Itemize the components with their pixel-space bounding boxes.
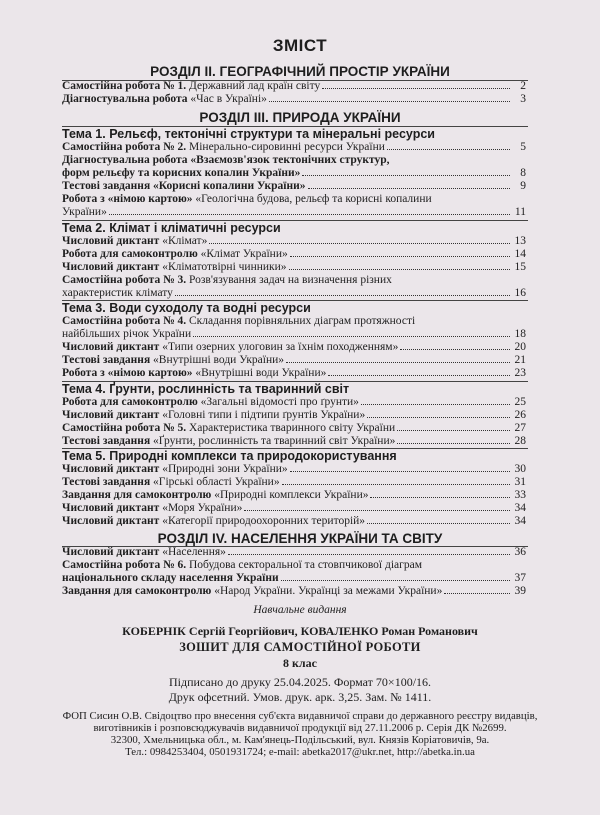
entry-label-cont: національного складу населення України xyxy=(62,572,279,584)
entry-page: 28 xyxy=(514,435,526,447)
toc-entry xyxy=(62,476,526,489)
entry-label: Самостійна робота № 5. xyxy=(62,422,187,434)
authors: КОБЕРНІК Сергій Георгійович, КОВАЛЕНКО Роман Романович xyxy=(122,624,478,638)
entry-text: «Природні комплекси України» xyxy=(214,489,369,501)
entry-page: 9 xyxy=(520,180,526,192)
print-info-1: Підписано до друку 25.04.2025. Формат 70×100/16. xyxy=(168,675,432,689)
entry-label: Тестові завдання xyxy=(62,435,151,447)
entry-text: «Населення» xyxy=(162,546,226,558)
toc-entry xyxy=(62,435,526,448)
section-2-heading: РОЗДІЛ ІІ. ГЕОГРАФІЧНИЙ ПРОСТІР УКРАЇНИ xyxy=(150,64,450,79)
entry-label: Числовий диктант xyxy=(62,546,160,558)
entry-page: 2 xyxy=(520,80,526,92)
entry-page: 3 xyxy=(520,93,526,105)
toc-entry xyxy=(62,585,526,598)
entry-label: Робота для самоконтролю xyxy=(62,396,198,408)
publisher-line-2: виготівників і розповсюджувачів видавничої продукції від 27.11.2006 р. Серія ДК №2699. xyxy=(93,722,507,734)
entry-text: «Клімат» xyxy=(162,235,208,247)
entry-text: Складання порівняльних діаграм протяжності xyxy=(189,315,416,327)
entry-page: 36 xyxy=(514,546,526,558)
entry-page: 25 xyxy=(514,396,526,408)
entry-text: «Гірські області України» xyxy=(153,476,280,488)
entry-page: 27 xyxy=(514,422,526,434)
entry-label: Діагностувальна робота xyxy=(62,93,188,105)
toc-entry xyxy=(62,341,526,354)
entry-label: Робота з «німою картою» xyxy=(62,367,193,379)
entry-text: «Час в Україні» xyxy=(190,93,267,105)
entry-page: 31 xyxy=(514,476,526,488)
toc-entry xyxy=(62,463,526,476)
entry-label: Самостійна робота № 6. xyxy=(62,559,187,571)
entry-page: 34 xyxy=(514,502,526,514)
entry-label-cont: форм рельєфу та корисних копалин України» xyxy=(62,167,301,179)
toc-entry xyxy=(62,559,526,585)
book-title: ЗОШИТ ДЛЯ САМОСТІЙНОЇ РОБОТИ xyxy=(179,640,421,654)
entry-text: «Клімат України» xyxy=(200,248,288,260)
entry-page: 21 xyxy=(514,354,526,366)
entry-text-cont: найбільших річок України xyxy=(62,328,192,340)
entry-text: «Загальні відомості про ґрунти» xyxy=(200,396,359,408)
toc-entry xyxy=(62,248,526,261)
topic-5-heading: Тема 5. Природні комплекси та природокористування xyxy=(62,449,397,463)
entry-label: Самостійна робота № 1. xyxy=(62,80,187,92)
entry-page: 14 xyxy=(514,248,526,260)
entry-label: Тестові завдання xyxy=(62,354,151,366)
entry-text-cont: України» xyxy=(62,206,107,218)
entry-label: Числовий диктант xyxy=(62,463,160,475)
toc-entry xyxy=(62,141,526,154)
toc-entry xyxy=(62,154,526,180)
entry-page: 5 xyxy=(520,141,526,153)
topic-3-heading: Тема 3. Води суходолу та водні ресурси xyxy=(62,301,311,315)
entry-text: «Геологічна будова, рельєф та корисні копалини xyxy=(195,193,432,205)
entry-page: 13 xyxy=(514,235,526,247)
entry-text: «Моря України» xyxy=(162,502,243,514)
entry-text: Побудова секторальної та стовпчикової діаграм xyxy=(189,559,422,571)
toc-entry xyxy=(62,354,526,367)
toc-entry xyxy=(62,235,526,248)
entry-text: «Типи озерних улоговин за їхнім походженням» xyxy=(162,341,399,353)
entry-label: Діагностувальна робота «Взаємозв'язок тектонічних структур, xyxy=(62,154,390,166)
entry-label: Числовий диктант xyxy=(62,515,160,527)
entry-page: 18 xyxy=(514,328,526,340)
toc-entry xyxy=(62,274,526,300)
entry-page: 8 xyxy=(520,167,526,179)
entry-label: Числовий диктант xyxy=(62,502,160,514)
contents-title: ЗМІСТ xyxy=(272,36,328,55)
entry-page: 30 xyxy=(514,463,526,475)
section-3-heading: РОЗДІЛ ІІІ. ПРИРОДА УКРАЇНИ xyxy=(199,110,401,125)
topic-1-heading: Тема 1. Рельєф, тектонічні структури та мінеральні ресурси xyxy=(62,127,435,141)
entry-text: «Категорії природоохоронних територій» xyxy=(162,515,366,527)
entry-text: «Внутрішні води України» xyxy=(195,367,327,379)
toc-entry xyxy=(62,93,526,106)
entry-page: 11 xyxy=(514,206,526,218)
entry-page: 20 xyxy=(514,341,526,353)
section-4-heading: РОЗДІЛ IV. НАСЕЛЕННЯ УКРАЇНИ ТА СВІТУ xyxy=(157,531,443,546)
toc-entry xyxy=(62,515,526,528)
entry-text: Державний лад країн світу xyxy=(189,80,321,92)
entry-label: Числовий диктант xyxy=(62,261,160,273)
entry-text: «Ґрунти, рослинність та тваринний світ України» xyxy=(153,435,396,447)
toc-entry xyxy=(62,502,526,515)
toc-entry xyxy=(62,422,526,435)
topic-4-heading: Тема 4. Ґрунти, рослинність та тваринний світ xyxy=(62,382,350,396)
entry-text: Мінерально-сировинні ресурси України xyxy=(189,141,385,153)
entry-text-cont: характеристик клімату xyxy=(62,287,173,299)
entry-text: «Внутрішні води України» xyxy=(153,354,285,366)
entry-page: 34 xyxy=(514,515,526,527)
entry-page: 37 xyxy=(514,572,526,584)
toc-entry xyxy=(62,396,526,409)
entry-page: 33 xyxy=(514,489,526,501)
toc-entry xyxy=(62,367,526,380)
entry-text: «Народ України. Українці за межами України» xyxy=(214,585,443,597)
entry-text: «Природні зони України» xyxy=(162,463,288,475)
publisher-line-1: ФОП Сисин О.В. Свідоцтво про внесення суб'єкта видавничої справи до державного реєстру видавців, xyxy=(62,710,538,722)
entry-label: Завдання для самоконтролю xyxy=(62,489,212,501)
toc-entry xyxy=(62,80,526,93)
entry-label: Завдання для самоконтролю xyxy=(62,585,212,597)
print-info-2: Друк офсетний. Умов. друк. арк. 3,25. Зам. № 1411. xyxy=(168,690,432,704)
entry-label: Числовий диктант xyxy=(62,409,160,421)
entry-page: 16 xyxy=(514,287,526,299)
entry-label: Числовий диктант xyxy=(62,341,160,353)
entry-page: 15 xyxy=(514,261,526,273)
toc-entry xyxy=(62,261,526,274)
entry-text: «Кліматотвірні чинники» xyxy=(162,261,287,273)
entry-page: 26 xyxy=(514,409,526,421)
toc-entry xyxy=(62,489,526,502)
entry-text: «Головні типи і підтипи ґрунтів України» xyxy=(162,409,366,421)
entry-label: Тестові завдання xyxy=(62,476,151,488)
toc-entry xyxy=(62,546,526,559)
entry-label: Числовий диктант xyxy=(62,235,160,247)
topic-2-heading: Тема 2. Клімат і кліматичні ресурси xyxy=(62,221,281,235)
entry-page: 39 xyxy=(514,585,526,597)
entry-label: Робота з «німою картою» xyxy=(62,193,193,205)
publisher-contacts: Тел.: 0984253404, 0501931724; e-mail: abetka2017@ukr.net, http://abetka.in.ua xyxy=(125,746,475,758)
entry-label: Самостійна робота № 2. xyxy=(62,141,187,153)
toc-entry xyxy=(62,180,526,193)
entry-text: Розв'язування задач на визначення різних xyxy=(189,274,392,286)
toc-entry xyxy=(62,315,526,341)
entry-label: Тестові завдання «Корисні копалини України» xyxy=(62,180,306,192)
entry-text: Характеристика тваринного світу України xyxy=(189,422,396,434)
toc-entry xyxy=(62,409,526,422)
entry-label: Самостійна робота № 3. xyxy=(62,274,187,286)
edition-type: Навчальне видання xyxy=(253,604,347,616)
publisher-address: 32300, Хмельницька обл., м. Кам'янець-Подільський, вул. Князів Коріатовичів, 9а. xyxy=(110,734,490,746)
entry-label: Самостійна робота № 4. xyxy=(62,315,187,327)
entry-label: Робота для самоконтролю xyxy=(62,248,198,260)
entry-page: 23 xyxy=(514,367,526,379)
grade: 8 клас xyxy=(283,656,317,670)
toc-entry xyxy=(62,193,526,219)
